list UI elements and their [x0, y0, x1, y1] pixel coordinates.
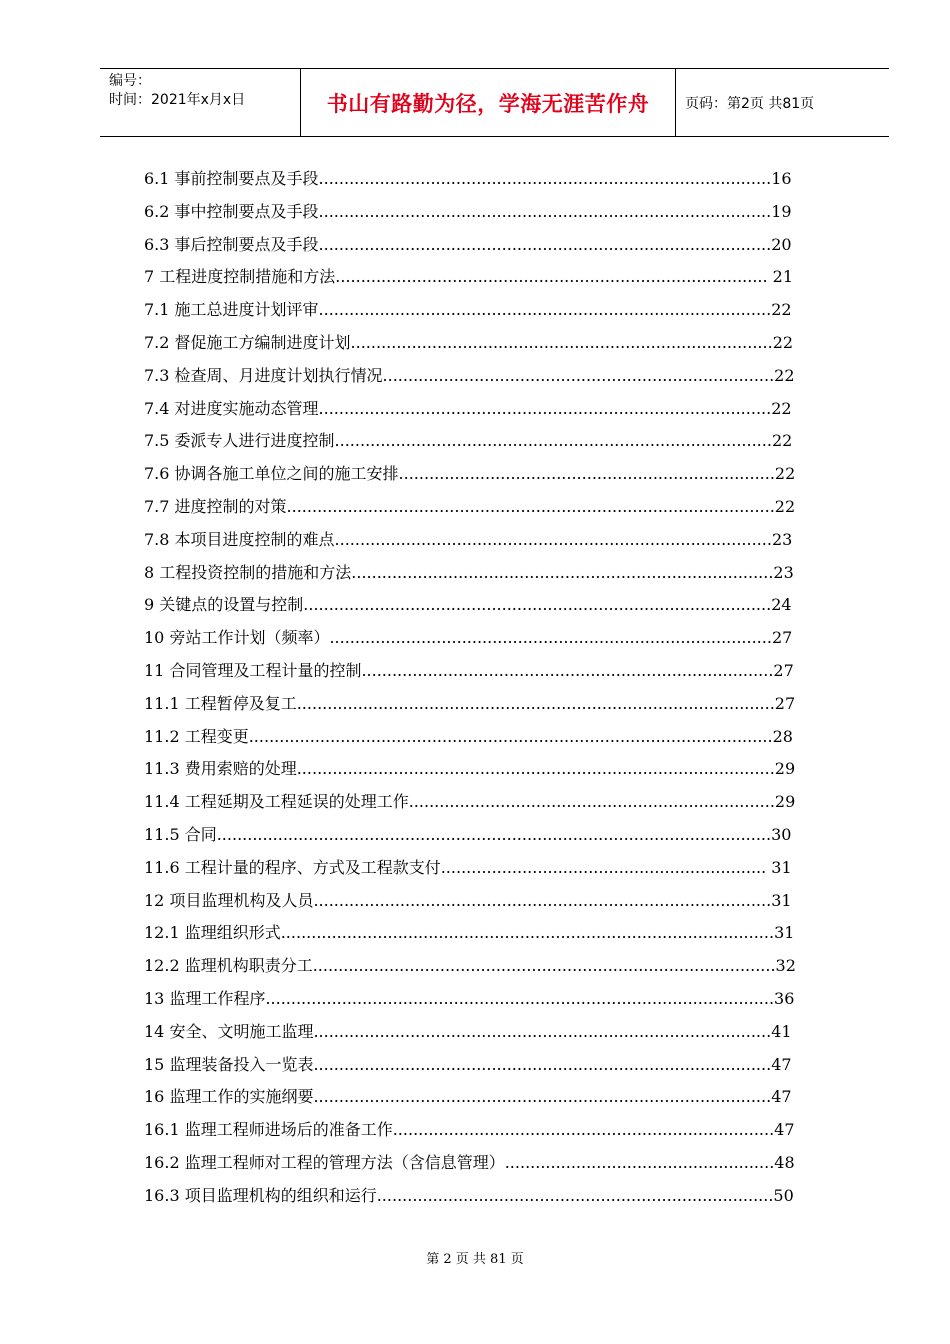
header-page-info: 页码：第2页 共81页	[685, 95, 815, 112]
toc-leader-dots: ...................................................................................	[350, 332, 773, 352]
toc-entry[interactable]	[144, 1016, 804, 1049]
toc-entry-page: 22	[774, 365, 795, 385]
toc-leader-dots: ..........................................................................................	[313, 1087, 772, 1107]
toc-entry-title: 16 监理工作的实施纲要	[144, 1087, 314, 1107]
toc-entry[interactable]	[144, 491, 804, 524]
toc-entry-page: 47	[771, 1054, 792, 1074]
toc-leader-dots: .....................................................................................	[335, 267, 768, 287]
toc-entry-title: 7.8 本项目进度控制的难点	[144, 529, 335, 549]
toc-entry[interactable]	[144, 294, 804, 327]
header-meta	[100, 69, 301, 136]
toc-entry-title: 15 监理装备投入一览表	[144, 1054, 314, 1074]
toc-entry[interactable]	[144, 688, 804, 721]
toc-entry-page: 22	[772, 332, 794, 352]
toc-entry-title: 11.5 合同	[144, 824, 217, 844]
toc-entry[interactable]	[144, 753, 804, 786]
toc-entry-page: 22	[771, 398, 792, 418]
toc-entry-page: 28	[772, 726, 793, 746]
toc-entry-title: 7.7 进度控制的对策	[144, 496, 287, 516]
toc-leader-dots: ........................................................................	[408, 792, 775, 812]
toc-leader-dots: ..............................................................................................	[296, 759, 775, 779]
toc-entry-title: 7.3 检查周、月进度计划执行情况	[144, 365, 383, 385]
motto: 书山有路勤为径，学海无涯苦作舟	[326, 91, 650, 116]
toc-leader-dots: .............................................................................	[382, 365, 775, 385]
toc-entry-title: 14 安全、文明施工监理	[144, 1021, 314, 1041]
toc-entry-title: 11.6 工程计量的程序、方式及工程款支付	[144, 857, 441, 877]
toc-leader-dots: .................................................................................................	[280, 923, 775, 943]
toc-entry-page: 50	[773, 1185, 794, 1205]
time-label: 时间：2021年x月x日	[109, 92, 246, 108]
toc-entry[interactable]	[144, 819, 804, 852]
toc-leader-dots: ..............................................................................	[376, 1185, 774, 1205]
toc-entry-title: 7.5 委派专人进行进度控制	[144, 431, 335, 451]
toc-entry-title: 16.2 监理工程师对工程的管理方法（含信息管理）	[144, 1152, 505, 1172]
toc-entry[interactable]	[144, 1180, 804, 1213]
toc-entry[interactable]	[144, 1081, 804, 1114]
toc-entry[interactable]	[144, 622, 804, 655]
toc-entry[interactable]	[144, 786, 804, 819]
toc-entry[interactable]	[144, 589, 804, 622]
toc-entry-page: 29	[774, 792, 796, 812]
toc-entry-title: 12.2 监理机构职责分工	[144, 956, 313, 976]
toc-leader-dots: ..........................................................................	[398, 464, 775, 484]
toc-entry-page: 29	[774, 759, 796, 779]
toc-entry-page: 23	[773, 562, 794, 582]
toc-leader-dots: ................................................................................................	[286, 496, 775, 516]
toc-leader-dots: .............................................................................................................	[216, 824, 772, 844]
toc-leader-dots: ..............................................................................................	[296, 693, 775, 713]
toc-entry[interactable]	[144, 721, 804, 754]
toc-entry-page: 21	[767, 267, 794, 287]
toc-entry[interactable]	[144, 425, 804, 458]
header-motto-cell	[301, 69, 676, 136]
toc-entry-page: 47	[774, 1120, 795, 1140]
toc-entry-title: 6.2 事中控制要点及手段	[144, 201, 319, 221]
code-label: 编号：	[109, 73, 151, 89]
toc-entry-page: 27	[771, 628, 793, 648]
toc-leader-dots: ......................................................................................	[334, 431, 772, 451]
toc-entry-title: 7.4 对进度实施动态管理	[144, 398, 319, 418]
toc-entry[interactable]	[144, 261, 804, 294]
toc-leader-dots: ...........................................................................	[392, 1120, 775, 1140]
toc-entry-page: 36	[774, 988, 795, 1008]
toc-entry-page: 30	[771, 824, 792, 844]
toc-leader-dots: .....................................................	[504, 1152, 775, 1172]
toc-entry-title: 6.3 事后控制要点及手段	[144, 234, 319, 254]
toc-entry-page: 23	[771, 529, 793, 549]
toc-entry-title: 7.2 督促施工方编制进度计划	[144, 332, 351, 352]
toc-leader-dots: ....................................................................................................	[265, 988, 775, 1008]
toc-entry[interactable]	[144, 393, 804, 426]
toc-leader-dots: .........................................................................................	[318, 234, 772, 254]
toc-leader-dots: ...................................................................................	[351, 562, 774, 582]
toc-entry[interactable]	[144, 229, 804, 262]
toc-entry[interactable]	[144, 1049, 804, 1082]
toc-entry-page: 19	[771, 201, 792, 221]
toc-leader-dots: .......................................................................................	[329, 628, 772, 648]
toc-entry-title: 9 关键点的设置与控制	[144, 595, 304, 615]
toc-entry-page: 22	[771, 300, 792, 320]
toc-entry-title: 6.1 事前控制要点及手段	[144, 169, 319, 188]
toc-entry[interactable]	[144, 655, 804, 688]
toc-leader-dots: .........................................................................................	[318, 398, 772, 418]
toc-entry[interactable]	[144, 950, 804, 983]
toc-entry-title: 7 工程进度控制措施和方法	[144, 267, 336, 287]
toc-entry-page: 41	[771, 1021, 792, 1041]
toc-entry-title: 11.1 工程暂停及复工	[144, 693, 297, 713]
toc-entry[interactable]	[144, 196, 804, 229]
toc-entry-title: 11 合同管理及工程计量的控制	[144, 660, 362, 680]
toc-leader-dots: ............................................................................................	[303, 595, 772, 615]
toc-entry-page: 22	[774, 464, 796, 484]
toc-entry[interactable]	[144, 163, 804, 196]
toc-entry-page: 31	[771, 890, 792, 910]
toc-entry-title: 11.2 工程变更	[144, 726, 249, 746]
toc-entry[interactable]	[144, 983, 804, 1016]
toc-entry-page: 16	[771, 169, 792, 188]
toc-entry[interactable]	[144, 917, 804, 950]
table-of-contents	[144, 163, 804, 1213]
toc-entry-page: 47	[771, 1087, 792, 1107]
toc-leader-dots: ................................................................	[440, 857, 767, 877]
toc-entry[interactable]	[144, 1114, 804, 1147]
toc-entry-page: 24	[771, 595, 792, 615]
toc-entry-title: 12 项目监理机构及人员	[144, 890, 314, 910]
toc-entry[interactable]	[144, 885, 804, 918]
toc-leader-dots: ..........................................................................................	[313, 890, 772, 910]
toc-entry-title: 7.6 协调各施工单位之间的施工安排	[144, 464, 399, 484]
toc-entry-title: 10 旁站工作计划（频率）	[144, 628, 330, 648]
toc-leader-dots: ..........................................................................................	[313, 1021, 772, 1041]
toc-entry-title: 16.3 项目监理机构的组织和运行	[144, 1185, 377, 1205]
toc-entry[interactable]	[144, 1147, 804, 1180]
toc-entry-page: 31	[766, 857, 792, 877]
toc-entry[interactable]	[144, 557, 804, 590]
toc-leader-dots: ..........................................................................................	[313, 1054, 772, 1074]
toc-entry-title: 13 监理工作程序	[144, 988, 266, 1008]
toc-entry[interactable]	[144, 360, 804, 393]
toc-entry-page: 22	[774, 496, 796, 516]
toc-entry-title: 11.3 费用索赔的处理	[144, 759, 297, 779]
toc-leader-dots: .......................................................................................................	[248, 726, 773, 746]
toc-entry-title: 11.4 工程延期及工程延误的处理工作	[144, 792, 409, 812]
toc-leader-dots: ...........................................................................................	[312, 956, 776, 976]
toc-entry[interactable]	[144, 852, 804, 885]
toc-entry-page: 20	[771, 234, 792, 254]
page-footer: 第 2 页 共 81 页	[426, 1252, 524, 1267]
toc-entry[interactable]	[144, 458, 804, 491]
toc-entry-page: 27	[773, 660, 794, 680]
toc-entry-title: 8 工程投资控制的措施和方法	[144, 562, 352, 582]
toc-entry-title: 12.1 监理组织形式	[144, 923, 281, 943]
toc-entry-page: 27	[774, 693, 796, 713]
toc-entry-title: 16.1 监理工程师进场后的准备工作	[144, 1120, 393, 1140]
page-header	[100, 68, 889, 137]
toc-entry[interactable]	[144, 524, 804, 557]
toc-entry-page: 31	[774, 923, 795, 943]
toc-leader-dots: ......................................................................................	[334, 529, 772, 549]
toc-entry[interactable]	[144, 327, 804, 360]
toc-leader-dots: .........................................................................................	[318, 201, 772, 221]
toc-entry-page: 22	[771, 431, 793, 451]
toc-entry-title: 7.1 施工总进度计划评审	[144, 300, 319, 320]
toc-leader-dots: .........................................................................................	[318, 300, 772, 320]
toc-entry-page: 32	[775, 956, 796, 976]
toc-leader-dots: .................................................................................	[361, 660, 774, 680]
toc-leader-dots: .........................................................................................	[318, 169, 772, 188]
toc-entry-page: 48	[774, 1152, 795, 1172]
